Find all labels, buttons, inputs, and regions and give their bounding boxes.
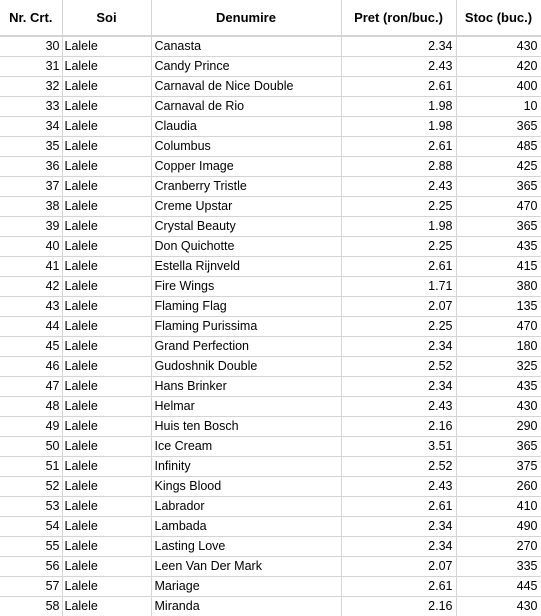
cell-stoc[interactable]: 490 <box>456 517 541 537</box>
cell-nr-crt[interactable]: 50 <box>0 437 62 457</box>
cell-nr-crt[interactable]: 41 <box>0 257 62 277</box>
cell-stoc[interactable]: 10 <box>456 97 541 117</box>
column-header-soi[interactable]: Soi <box>62 0 151 36</box>
table-row <box>0 157 541 177</box>
cell-stoc[interactable]: 485 <box>456 137 541 157</box>
table-row <box>0 197 541 217</box>
cell-soi[interactable]: Lalele <box>62 257 151 277</box>
cell-denumire[interactable]: Flaming Purissima <box>151 317 341 337</box>
cell-stoc[interactable]: 400 <box>456 77 541 97</box>
cell-pret[interactable]: 1.98 <box>341 217 456 237</box>
cell-soi[interactable]: Lalele <box>62 97 151 117</box>
cell-nr-crt[interactable]: 36 <box>0 157 62 177</box>
cell-nr-crt[interactable]: 43 <box>0 297 62 317</box>
cell-nr-crt[interactable]: 32 <box>0 77 62 97</box>
cell-pret[interactable]: 2.07 <box>341 297 456 317</box>
cell-soi[interactable]: Lalele <box>62 437 151 457</box>
table-row <box>0 377 541 397</box>
cell-stoc[interactable]: 430 <box>456 397 541 417</box>
cell-pret[interactable]: 2.43 <box>341 477 456 497</box>
cell-pret[interactable]: 2.43 <box>341 397 456 417</box>
cell-pret[interactable]: 2.34 <box>341 337 456 357</box>
cell-nr-crt[interactable]: 35 <box>0 137 62 157</box>
cell-soi[interactable]: Lalele <box>62 237 151 257</box>
cell-soi[interactable]: Lalele <box>62 197 151 217</box>
cell-nr-crt[interactable]: 46 <box>0 357 62 377</box>
cell-denumire[interactable]: Infinity <box>151 457 341 477</box>
cell-pret[interactable]: 2.34 <box>341 537 456 557</box>
cell-denumire[interactable]: Canasta <box>151 36 341 57</box>
cell-denumire[interactable]: Flaming Flag <box>151 297 341 317</box>
cell-soi[interactable]: Lalele <box>62 177 151 197</box>
cell-pret[interactable]: 2.25 <box>341 197 456 217</box>
table-row <box>0 57 541 77</box>
cell-stoc[interactable]: 365 <box>456 437 541 457</box>
cell-nr-crt[interactable]: 31 <box>0 57 62 77</box>
column-header-nr-crt[interactable]: Nr. Crt. <box>0 0 62 36</box>
cell-nr-crt[interactable]: 51 <box>0 457 62 477</box>
cell-soi[interactable]: Lalele <box>62 477 151 497</box>
cell-nr-crt[interactable]: 52 <box>0 477 62 497</box>
table-row <box>0 36 541 57</box>
cell-nr-crt[interactable]: 45 <box>0 337 62 357</box>
cell-stoc[interactable]: 365 <box>456 117 541 137</box>
cell-denumire[interactable]: Crystal Beauty <box>151 217 341 237</box>
cell-stoc[interactable]: 375 <box>456 457 541 477</box>
cell-stoc[interactable]: 260 <box>456 477 541 497</box>
column-header-stoc[interactable]: Stoc (buc.) <box>456 0 541 36</box>
cell-denumire[interactable]: Lasting Love <box>151 537 341 557</box>
cell-denumire[interactable]: Miranda <box>151 597 341 616</box>
cell-nr-crt[interactable]: 56 <box>0 557 62 577</box>
table-row <box>0 257 541 277</box>
cell-soi[interactable]: Lalele <box>62 457 151 477</box>
cell-nr-crt[interactable]: 57 <box>0 577 62 597</box>
table-row <box>0 97 541 117</box>
table-row <box>0 297 541 317</box>
cell-pret[interactable]: 1.98 <box>341 117 456 137</box>
table-row <box>0 357 541 377</box>
cell-pret[interactable]: 2.88 <box>341 157 456 177</box>
cell-pret[interactable]: 2.25 <box>341 317 456 337</box>
cell-stoc[interactable]: 380 <box>456 277 541 297</box>
cell-stoc[interactable]: 470 <box>456 317 541 337</box>
cell-denumire[interactable]: Labrador <box>151 497 341 517</box>
cell-nr-crt[interactable]: 30 <box>0 36 62 57</box>
cell-nr-crt[interactable]: 48 <box>0 397 62 417</box>
cell-stoc[interactable]: 435 <box>456 237 541 257</box>
cell-stoc[interactable]: 470 <box>456 197 541 217</box>
cell-soi[interactable]: Lalele <box>62 36 151 57</box>
cell-soi[interactable]: Lalele <box>62 597 151 616</box>
cell-pret[interactable]: 2.61 <box>341 257 456 277</box>
cell-soi[interactable]: Lalele <box>62 557 151 577</box>
table-row <box>0 477 541 497</box>
cell-nr-crt[interactable]: 47 <box>0 377 62 397</box>
cell-stoc[interactable]: 410 <box>456 497 541 517</box>
cell-pret[interactable]: 2.52 <box>341 357 456 377</box>
table-row <box>0 277 541 297</box>
cell-denumire[interactable]: Mariage <box>151 577 341 597</box>
cell-denumire[interactable]: Leen Van Der Mark <box>151 557 341 577</box>
cell-soi[interactable]: Lalele <box>62 277 151 297</box>
cell-soi[interactable]: Lalele <box>62 217 151 237</box>
cell-denumire[interactable]: Helmar <box>151 397 341 417</box>
cell-stoc[interactable]: 435 <box>456 377 541 397</box>
cell-denumire[interactable]: Estella Rijnveld <box>151 257 341 277</box>
cell-soi[interactable]: Lalele <box>62 317 151 337</box>
cell-nr-crt[interactable]: 42 <box>0 277 62 297</box>
cell-nr-crt[interactable]: 33 <box>0 97 62 117</box>
cell-pret[interactable]: 2.25 <box>341 237 456 257</box>
cell-denumire[interactable]: Columbus <box>151 137 341 157</box>
cell-nr-crt[interactable]: 49 <box>0 417 62 437</box>
cell-pret[interactable]: 3.51 <box>341 437 456 457</box>
cell-soi[interactable]: Lalele <box>62 337 151 357</box>
cell-soi[interactable]: Lalele <box>62 137 151 157</box>
table-row <box>0 77 541 97</box>
cell-pret[interactable]: 2.34 <box>341 377 456 397</box>
cell-denumire[interactable]: Candy Prince <box>151 57 341 77</box>
table-row <box>0 457 541 477</box>
table-row <box>0 237 541 257</box>
cell-stoc[interactable]: 430 <box>456 36 541 57</box>
cell-denumire[interactable]: Cranberry Tristle <box>151 177 341 197</box>
table-row <box>0 117 541 137</box>
cell-stoc[interactable]: 135 <box>456 297 541 317</box>
column-header-denumire[interactable]: Denumire <box>151 0 341 36</box>
table-row <box>0 397 541 417</box>
table-row <box>0 337 541 357</box>
cell-denumire[interactable]: Hans Brinker <box>151 377 341 397</box>
cell-denumire[interactable]: Grand Perfection <box>151 337 341 357</box>
cell-pret[interactable]: 2.52 <box>341 457 456 477</box>
cell-denumire[interactable]: Carnaval de Nice Double <box>151 77 341 97</box>
cell-stoc[interactable]: 270 <box>456 537 541 557</box>
table-row <box>0 517 541 537</box>
cell-nr-crt[interactable]: 55 <box>0 537 62 557</box>
cell-soi[interactable]: Lalele <box>62 297 151 317</box>
cell-soi[interactable]: Lalele <box>62 157 151 177</box>
cell-soi[interactable]: Lalele <box>62 57 151 77</box>
cell-denumire[interactable]: Fire Wings <box>151 277 341 297</box>
table-row <box>0 597 541 616</box>
cell-denumire[interactable]: Creme Upstar <box>151 197 341 217</box>
cell-stoc[interactable]: 335 <box>456 557 541 577</box>
cell-soi[interactable]: Lalele <box>62 357 151 377</box>
cell-nr-crt[interactable]: 37 <box>0 177 62 197</box>
table-body <box>0 36 541 616</box>
cell-pret[interactable]: 2.43 <box>341 177 456 197</box>
table-row <box>0 137 541 157</box>
cell-denumire[interactable]: Carnaval de Rio <box>151 97 341 117</box>
cell-soi[interactable]: Lalele <box>62 417 151 437</box>
cell-soi[interactable]: Lalele <box>62 377 151 397</box>
cell-pret[interactable]: 1.71 <box>341 277 456 297</box>
table-row <box>0 537 541 557</box>
cell-stoc[interactable]: 415 <box>456 257 541 277</box>
cell-soi[interactable]: Lalele <box>62 497 151 517</box>
cell-nr-crt[interactable]: 40 <box>0 237 62 257</box>
cell-nr-crt[interactable]: 38 <box>0 197 62 217</box>
cell-soi[interactable]: Lalele <box>62 77 151 97</box>
cell-pret[interactable]: 2.61 <box>341 577 456 597</box>
cell-pret[interactable]: 2.34 <box>341 517 456 537</box>
cell-pret[interactable]: 2.07 <box>341 557 456 577</box>
cell-stoc[interactable]: 445 <box>456 577 541 597</box>
cell-stoc[interactable]: 365 <box>456 217 541 237</box>
cell-denumire[interactable]: Lambada <box>151 517 341 537</box>
cell-denumire[interactable]: Gudoshnik Double <box>151 357 341 377</box>
cell-stoc[interactable]: 325 <box>456 357 541 377</box>
column-header-pret[interactable]: Pret (ron/buc.) <box>341 0 456 36</box>
cell-denumire[interactable]: Kings Blood <box>151 477 341 497</box>
table-row <box>0 417 541 437</box>
cell-soi[interactable]: Lalele <box>62 117 151 137</box>
cell-pret[interactable]: 2.34 <box>341 36 456 57</box>
cell-nr-crt[interactable]: 53 <box>0 497 62 517</box>
cell-soi[interactable]: Lalele <box>62 537 151 557</box>
cell-stoc[interactable]: 425 <box>456 157 541 177</box>
cell-denumire[interactable]: Don Quichotte <box>151 237 341 257</box>
table-row <box>0 557 541 577</box>
cell-pret[interactable]: 2.61 <box>341 497 456 517</box>
cell-pret[interactable]: 2.61 <box>341 137 456 157</box>
cell-soi[interactable]: Lalele <box>62 577 151 597</box>
cell-stoc[interactable]: 420 <box>456 57 541 77</box>
cell-denumire[interactable]: Copper Image <box>151 157 341 177</box>
table-row <box>0 577 541 597</box>
table-row <box>0 497 541 517</box>
cell-denumire[interactable]: Claudia <box>151 117 341 137</box>
cell-pret[interactable]: 2.16 <box>341 417 456 437</box>
cell-nr-crt[interactable]: 58 <box>0 597 62 616</box>
table-row <box>0 217 541 237</box>
cell-pret[interactable]: 2.16 <box>341 597 456 616</box>
table-row <box>0 437 541 457</box>
cell-nr-crt[interactable]: 39 <box>0 217 62 237</box>
cell-stoc[interactable]: 180 <box>456 337 541 357</box>
table-row <box>0 317 541 337</box>
cell-stoc[interactable]: 290 <box>456 417 541 437</box>
cell-pret[interactable]: 1.98 <box>341 97 456 117</box>
cell-soi[interactable]: Lalele <box>62 397 151 417</box>
cell-nr-crt[interactable]: 34 <box>0 117 62 137</box>
cell-nr-crt[interactable]: 54 <box>0 517 62 537</box>
cell-stoc[interactable]: 365 <box>456 177 541 197</box>
cell-pret[interactable]: 2.61 <box>341 77 456 97</box>
cell-stoc[interactable]: 430 <box>456 597 541 616</box>
cell-nr-crt[interactable]: 44 <box>0 317 62 337</box>
cell-soi[interactable]: Lalele <box>62 517 151 537</box>
cell-pret[interactable]: 2.43 <box>341 57 456 77</box>
table-row <box>0 177 541 197</box>
cell-denumire[interactable]: Huis ten Bosch <box>151 417 341 437</box>
header-row <box>0 0 541 36</box>
cell-denumire[interactable]: Ice Cream <box>151 437 341 457</box>
